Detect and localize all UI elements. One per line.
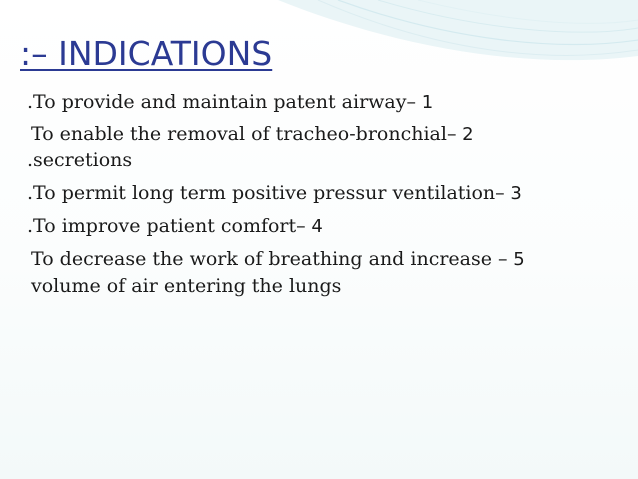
indication-item-5-line-2: volume of air entering the lungs [31,275,342,297]
indication-item-2-number: 2 [456,124,474,145]
indication-item-3-text: .To permit long term positive pressur ventilation– [27,182,505,204]
indication-item-2-text: To enable the removal of tracheo-bronchial– [31,123,457,145]
indication-item-4-number: 4 [305,216,323,237]
indication-item-4-line-1 [27,214,323,239]
indication-item-1-text: .To provide and maintain patent airway– [27,91,416,113]
indication-item-5-text: To decrease the work of breathing and increase – [31,248,508,270]
indication-item-5-number: 5 [507,249,525,270]
indication-item-3-number: 3 [504,183,522,204]
indication-item-1-number: 1 [416,92,434,113]
indication-item-3-line-1 [27,181,522,206]
slide-title: :– INDICATIONS [20,34,273,73]
indication-item-5-line-1 [31,247,525,272]
indication-item-2-line-1 [31,122,474,147]
indication-item-4-text: .To improve patient comfort– [27,215,306,237]
indication-item-1-line-1 [27,90,433,115]
corner-wave-decoration [278,0,638,92]
indication-item-2-line-2: .secretions [27,149,133,171]
